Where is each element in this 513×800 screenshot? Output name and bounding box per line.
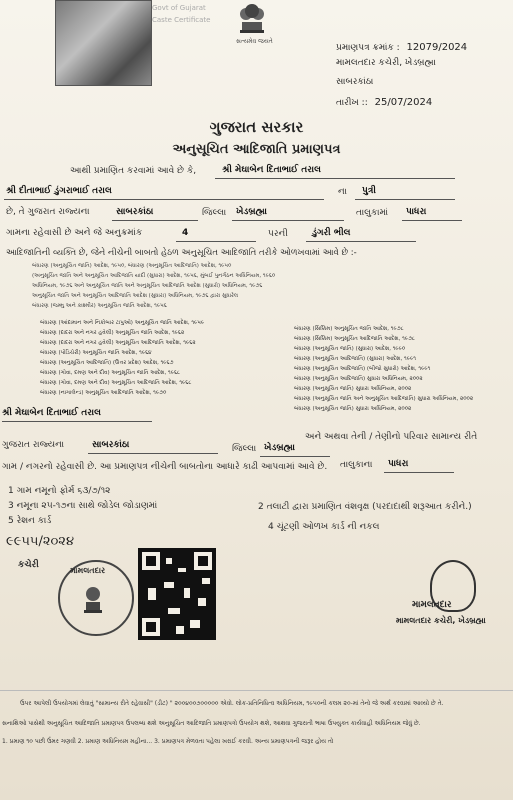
issue-date: 25/07/2024 [374,97,433,108]
order-left: બંધારણ (ગોવા, દમણ અને દીવ) અનુસૂચિત જાતિ આદેશ, ૧૯૬૮ [40,370,181,376]
district-value: સાબરકાંઠા [116,207,154,217]
taluka-value: ખેડબ્રહ્મા [236,207,267,217]
certificate-title: અનુસૂચિત આદિજાતિ પ્રમાણપત્ર [172,142,341,157]
applicant-photo [55,0,152,86]
village-resident-text: ગામના રહેવાસી છે અને જે અનુક્રમાંક [6,228,143,238]
order-left: બંધારણ (દાદરા અને નગર હવેલી) અનુસૂચિત આદિજાતિ આદેશ, ૧૯૬૨ [40,340,196,346]
district-label: જિલ્લા [202,208,227,218]
order-line: (અનુસૂચિત જાતિ અને અનુસૂચિત આદિજાતિ યાદી (સુધારા) આદેશ, ૧૯૫૬, મુંબઈ પુનર્ગઠન અધિનિયમ, ૧૯૬૦ [32,273,276,279]
lower-village: પાધરા [388,459,409,469]
order-line: અનુસૂચિત જાતિ અને અનુસૂચિત આદિજાતિ આદેશ (સુધારા) અધિનિયમ, ૧૯૭૬ દ્વારા સુધારેલ [32,293,239,299]
handwritten-reference: ૯૯૫૫/૨૦૨૪ [6,534,75,549]
officer-office: મામલતદાર કચેરી, ખેડબ્રહ્મા [396,616,486,625]
lower-state-text: ગુજરાત રાજ્યના [2,440,65,450]
father-name: શ્રી દીતાભાઈ ડુંગરાભાઈ તરાલ [6,186,112,196]
doc-item: 3 નમૂના ૨૫-૧૭ના સાથે જોડેલ જોડાણમાં [8,501,158,511]
national-emblem-icon [232,0,272,36]
order-right: બંધારણ (અનુસૂચિત જાતિ) (સુધારા) આદેશ, ૧૯૯૦ [294,346,406,352]
tribe-name: ડુંગરી ભીલ [312,228,351,238]
doc-item: 2 તલાટી દ્વારા પ્રમાણિત વંશવૃક્ષ (પરદાદાથી શરૂઆત કરીને.) [258,502,472,512]
applicant-name: શ્રી મેઘાબેન દિતાભાઈ તરાલ [222,165,321,175]
order-right: બંધારણ (સિક્કિમ) અનુસૂચિત જાતિ આદેશ, ૧૯૭૮ [294,326,404,332]
order-left: બંધારણ (દાદરા અને નગર હવેલી) અનુસૂચિત જાતિ આદેશ, ૧૯૬૨ [40,330,185,336]
footer-note: 1. પ્રમાણ ૧૦ પછી ઉંમર ગણવી 2. પ્રમાણ અધિનિયમ મહીના... 3. પ્રમાણપત્ર મેળવતા પહેલા ખરાઈ કરવી. અન્ય પ્રમાણપત્રની જરૂર હોય તો [2,738,334,745]
certify-text: આથી પ્રમાણિત કરવામાં આવે છે કે, [70,166,197,176]
qr-code-icon [138,548,216,640]
on-text: પરની [268,229,288,239]
issuing-district: સાબરકાંઠા [336,77,374,87]
order-left: બંધારણ (પોંડિચેરી) અનુસૂચિત જાતિ આદેશ, ૧૯૬૪ [40,350,152,356]
order-line: બંધારણ (અનુસૂચિત જાતિ) આદેશ, ૧૯૫૦, બંધારણ (અનુસૂચિત આદિજાતિ) આદેશ, ૧૯૫૦ [32,263,232,269]
family-text: અને અથવા તેની / તેણીનો પરિવાર સામાન્ય રીતે [305,432,478,442]
na-text: ના [338,187,347,197]
order-right: બંધારણ (અનુસૂચિત આદિજાતિ) સુધારા અધિનિયમ, ૨૦૦૨ [294,376,423,382]
issuing-office: મામલતદાર કચેરી, ખેડબ્રહ્મા [336,58,436,68]
lower-taluka-label: તાલુકાના [340,460,373,470]
doc-item: 5 રેશન કાર્ડ [8,516,52,526]
date-label: તારીખ :: [336,98,368,108]
state-text: છે, તે ગુજરાત રાજ્યના [6,207,90,217]
village-value: પાધરા [406,207,427,217]
serial-number: 4 [182,228,189,238]
taluka-label: તાલુકામાં [356,208,389,218]
officer-title: મામલતદાર [412,600,452,610]
order-right: બંધારણ (અનુસૂચિત જાતિ અને અનુસૂચિત આદિજાતિ) સુધારા અધિનિયમ, ૨૦૦૨ [294,396,474,402]
faded-stamp-left: Govt of Gujarat Caste Certificate [152,4,211,24]
lower-taluka: ખેડબ્રહ્મા [264,443,295,453]
order-left: બંધારણ (ગોવા, દમણ અને દીવ) અનુસૂચિત આદિજાતિ આદેશ, ૧૯૬૮ [40,380,192,386]
relation: પુત્રી [362,186,376,196]
cert-number-row [336,42,467,53]
government-title: ગુજરાત સરકાર [209,118,304,136]
cert-number: 12079/2024 [406,42,468,53]
lower-district-label: જિલ્લા [232,444,257,454]
order-line: બંધારણ (જમ્મુ અને કાશ્મીર) અનુસૂચિત જાતિ આદેશ, ૧૯૫૬ [32,303,167,309]
order-right: બંધારણ (અનુસૂચિત જાતિ) સુધારા અધિનિયમ, ૨૦૦૨ [294,386,412,392]
recognition-text: આદિજાતિની વ્યક્તિ છે, જેને નીચેની બાબતો હેઠળ અનુસૂચિત આદિજાતિ તરીકે ઓળખવામાં આવે છે :- [6,248,357,258]
order-left: બંધારણ (આંદામાન અને નિકોબાર ટાપુઓ) અનુસૂચિત જાતિ આદેશ, ૧૯૫૯ [40,320,205,326]
date-row [336,97,432,108]
order-right: બંધારણ (સિક્કિમ) અનુસૂચિત આદિજાતિ આદેશ, ૧૯૭૮ [294,336,415,342]
order-right: બંધારણ (અનુસૂચિત આદિજાતિ) (સુધારા) આદેશ, ૧૯૯૧ [294,356,416,362]
lower-district: સાબરકાંઠા [92,440,130,450]
order-line: અધિનિયમ, ૧૯૭૬ અને અનુસૂચિત જાતિ અને અનુસૂચિત આદિજાતિ આદેશ (સુધારો) અધિનિયમ, ૧૯૭૬ [32,283,263,289]
lower-name: શ્રી મેઘાબેન દિતાભાઈ તરાલ [2,408,101,418]
basis-text: ગામ / નગરનો રહેવાસી છે. આ પ્રમાણપત્ર નીચેની બાબતોના આધારે કાઢી આપવામાં આવે છે. [2,462,328,472]
order-left: બંધારણ (નાગાલેન્ડ) અનુસૂચિત આદિજાતિ આદેશ, ૧૯૭૦ [40,390,167,396]
emblem-seal-icon [78,582,108,616]
cert-number-label: પ્રમાણપત્ર ક્રમાંક : [336,43,400,53]
order-right: બંધારણ (અનુસૂચિત આદિજાતિ) (બીજો સુધારો) આદેશ, ૧૯૯૧ [294,366,431,372]
doc-item: 4 ચૂંટણી ઓળખ કાર્ડ ની નકલ [268,522,380,532]
footer-note: સનાથિઓ પાસેથી અનુસૂચિત આદિજાતિ પ્રમાણપત્ર ઉપલબ્ધ થશે અનુસૂચિત આદિજાતિ પ્રમાણપત્રો ઉપયોગ થશે, આથવા ગુજરાતી ભાષા ઉપયુક્ત કાર્યવાહી અધિનિયમ જેવું છે. [2,720,421,727]
order-left: બંધારણ (અનુસૂચિત આદિજાતિ) (ઉત્તર પ્રદેશ) આદેશ, ૧૯૬૭ [40,360,174,366]
footer-note: ઉપર આપેલી ઉપયોગમાં લેવાતું "સામાન્ય રીતે રહેવાસી" (ડીટ) " ૨૦૦૪૦૦૭૦૦૦૦૦ એવો. લોક-પ્રતિનિધિત્વ અધિનિયમ, ૧૯૫૦ની કલમ ૨૦-માં તેનો જે અર્થ કરવામાં આવ્યો છે તે. [20,700,444,707]
order-right: બંધારણ (અનુસૂચિત જાતિ) સુધારા અધિનિયમ, ૨૦૦૨ [294,406,412,412]
seal-text: મામલતદાર [70,566,106,575]
office-label: કચેરી [18,560,39,570]
emblem-caption: સત્યમેવ જયતે [236,38,273,45]
doc-item: 1 ગામ નમૂનો ફોર્મ ૬૩/૭/૧૨ [8,486,111,496]
